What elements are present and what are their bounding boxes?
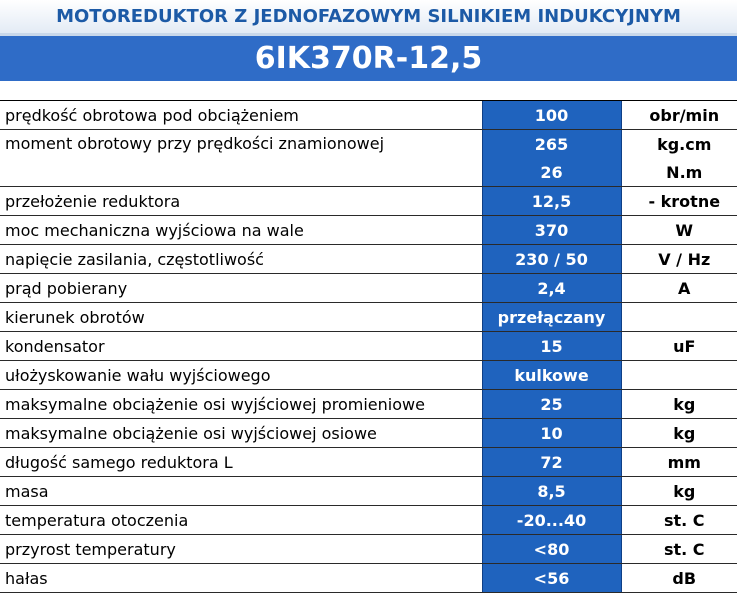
param-unit: st. C (621, 535, 737, 564)
param-value: 370 (482, 216, 621, 245)
param-unit: - krotne (621, 187, 737, 216)
model-number: 6IK370R-12,5 (0, 34, 737, 81)
param-label: moment obrotowy przy prędkości znamionowej (0, 130, 482, 187)
param-value: 100 (482, 101, 621, 130)
table-row (0, 564, 737, 593)
table-row (0, 419, 737, 448)
param-unit: mm (621, 448, 737, 477)
table-row (0, 245, 737, 274)
table-row (0, 130, 737, 159)
table-row (0, 535, 737, 564)
param-label: hałas (0, 564, 482, 593)
table-row (0, 187, 737, 216)
param-unit: st. C (621, 506, 737, 535)
param-unit: dB (621, 564, 737, 593)
param-unit (621, 303, 737, 332)
param-value: 72 (482, 448, 621, 477)
param-label: maksymalne obciążenie osi wyjściowej promieniowe (0, 390, 482, 419)
table-row (0, 506, 737, 535)
param-value: 2,4 (482, 274, 621, 303)
param-unit: A (621, 274, 737, 303)
param-label: temperatura otoczenia (0, 506, 482, 535)
param-unit: kg (621, 419, 737, 448)
param-value: kulkowe (482, 361, 621, 390)
param-unit: W (621, 216, 737, 245)
param-value: <80 (482, 535, 621, 564)
param-label: prędkość obrotowa pod obciążeniem (0, 101, 482, 130)
table-row (0, 216, 737, 245)
param-value: 12,5 (482, 187, 621, 216)
param-unit: uF (621, 332, 737, 361)
param-label: maksymalne obciążenie osi wyjściowej osiowe (0, 419, 482, 448)
header-spacer (0, 81, 737, 101)
param-label: prąd pobierany (0, 274, 482, 303)
param-value: 10 (482, 419, 621, 448)
param-value: przełączany (482, 303, 621, 332)
table-row (0, 101, 737, 130)
table-row (0, 477, 737, 506)
spec-table (0, 101, 737, 593)
param-value: 25 (482, 390, 621, 419)
param-label: przyrost temperatury (0, 535, 482, 564)
table-row (0, 390, 737, 419)
table-row (0, 448, 737, 477)
table-row (0, 303, 737, 332)
param-value: 230 / 50 (482, 245, 621, 274)
param-label: moc mechaniczna wyjściowa na wale (0, 216, 482, 245)
param-unit: kg.cm (657, 134, 712, 154)
param-value: 265 (482, 130, 621, 159)
param-label: kierunek obrotów (0, 303, 482, 332)
table-row (0, 274, 737, 303)
param-label: kondensator (0, 332, 482, 361)
table-row (0, 361, 737, 390)
param-unit: kg (621, 390, 737, 419)
param-label: długość samego reduktora L (0, 448, 482, 477)
param-label: ułożyskowanie wału wyjściowego (0, 361, 482, 390)
param-label: masa (0, 477, 482, 506)
param-value: <56 (482, 564, 621, 593)
param-unit-secondary: N.m (621, 158, 737, 187)
table-row (0, 332, 737, 361)
param-unit: obr/min (621, 101, 737, 130)
param-unit (621, 361, 737, 390)
param-unit: V / Hz (621, 245, 737, 274)
param-value: -20...40 (482, 506, 621, 535)
param-label: przełożenie reduktora (0, 187, 482, 216)
param-value: 8,5 (482, 477, 621, 506)
sheet-title: MOTOREDUKTOR Z JEDNOFAZOWYM SILNIKIEM INDUKCYJNYM (0, 0, 737, 34)
param-unit: kg (621, 477, 737, 506)
param-label: napięcie zasilania, częstotliwość (0, 245, 482, 274)
param-value: 15 (482, 332, 621, 361)
param-value-secondary: 26 (482, 158, 621, 187)
